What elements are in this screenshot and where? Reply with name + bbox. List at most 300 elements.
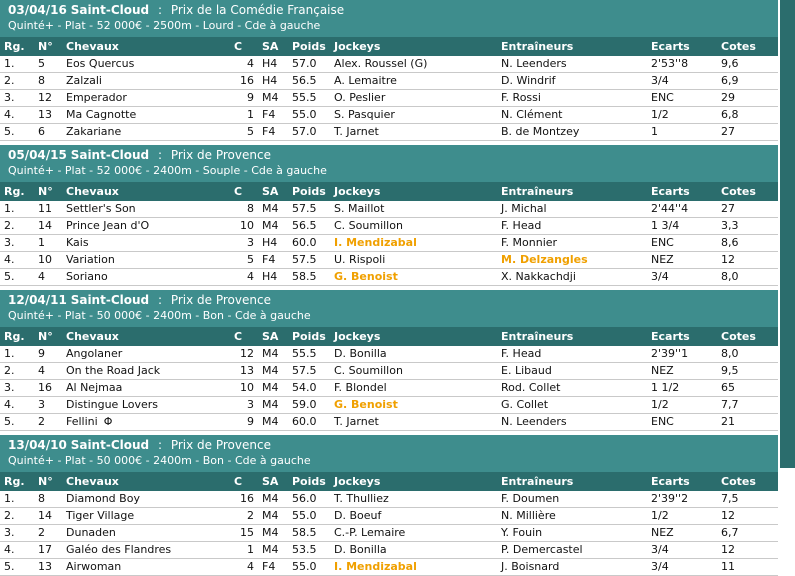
race-header xyxy=(0,145,778,182)
col-corde: C xyxy=(230,182,258,201)
cell-trainer: J. Michal xyxy=(497,201,647,218)
race-section xyxy=(0,290,778,431)
cell-horse xyxy=(62,252,230,269)
cell-jockey: G. Benoist xyxy=(330,397,497,414)
result-row xyxy=(0,218,778,235)
cell-number: 2 xyxy=(34,414,62,431)
col-horse: Chevaux xyxy=(62,37,230,56)
race-details: Quinté+ - Plat - 52 000€ - 2500m - Lourd - Cde à gauche xyxy=(8,19,321,32)
cell-number: 5 xyxy=(34,56,62,73)
cell-age-sex: M4 xyxy=(258,201,288,218)
cell-odds: 27 xyxy=(717,201,778,218)
col-corde: C xyxy=(230,37,258,56)
horse-name: Soriano xyxy=(66,270,108,283)
col-number: N° xyxy=(34,182,62,201)
cell-rank: 3. xyxy=(0,525,34,542)
cell-gap: 2'44''4 xyxy=(647,201,717,218)
horse-name: Eos Quercus xyxy=(66,57,135,70)
cell-number: 14 xyxy=(34,508,62,525)
results-table xyxy=(0,472,778,576)
result-row xyxy=(0,346,778,363)
race-details: Quinté+ - Plat - 50 000€ - 2400m - Bon - Cde à gauche xyxy=(8,454,311,467)
cell-age-sex: M4 xyxy=(258,491,288,508)
cell-corde: 5 xyxy=(230,124,258,141)
cell-corde: 13 xyxy=(230,363,258,380)
cell-odds: 7,5 xyxy=(717,491,778,508)
cell-horse xyxy=(62,363,230,380)
results-body xyxy=(0,491,778,576)
cell-odds: 8,0 xyxy=(717,346,778,363)
cell-age-sex: M4 xyxy=(258,397,288,414)
cell-gap: NEZ xyxy=(647,525,717,542)
cell-trainer: P. Demercastel xyxy=(497,542,647,559)
cell-weight: 57.0 xyxy=(288,124,330,141)
cell-corde: 5 xyxy=(230,252,258,269)
race-track: Saint-Cloud xyxy=(70,293,150,307)
horse-name: Distingue Lovers xyxy=(66,398,159,411)
cell-gap: ENC xyxy=(647,235,717,252)
col-weight: Poids xyxy=(288,327,330,346)
results-body xyxy=(0,346,778,431)
col-number: N° xyxy=(34,472,62,491)
col-trainer: Entraîneurs xyxy=(497,37,647,56)
horse-name: Dunaden xyxy=(66,526,116,539)
cell-trainer: F. Head xyxy=(497,346,647,363)
col-rank: Rg. xyxy=(0,37,34,56)
cell-rank: 2. xyxy=(0,218,34,235)
cell-trainer: F. Monnier xyxy=(497,235,647,252)
cell-age-sex: F4 xyxy=(258,107,288,124)
results-header-row xyxy=(0,327,778,346)
result-row xyxy=(0,73,778,90)
cell-odds: 3,3 xyxy=(717,218,778,235)
cell-number: 4 xyxy=(34,363,62,380)
cell-jockey: I. Mendizabal xyxy=(330,559,497,576)
cell-age-sex: M4 xyxy=(258,525,288,542)
cell-jockey: C. Soumillon xyxy=(330,363,497,380)
cell-corde: 1 xyxy=(230,107,258,124)
cell-jockey: T. Jarnet xyxy=(330,124,497,141)
cell-jockey: Alex. Roussel (G) xyxy=(330,56,497,73)
cell-odds: 65 xyxy=(717,380,778,397)
cell-corde: 4 xyxy=(230,269,258,286)
result-row xyxy=(0,559,778,576)
cell-gap: 1/2 xyxy=(647,508,717,525)
result-row xyxy=(0,491,778,508)
col-weight: Poids xyxy=(288,472,330,491)
cell-jockey: U. Rispoli xyxy=(330,252,497,269)
race-track: Saint-Cloud xyxy=(70,3,150,17)
cell-trainer: F. Doumen xyxy=(497,491,647,508)
result-row xyxy=(0,107,778,124)
race-title-line xyxy=(8,148,770,163)
cell-odds: 9,6 xyxy=(717,56,778,73)
cell-rank: 5. xyxy=(0,124,34,141)
result-row xyxy=(0,235,778,252)
result-row xyxy=(0,269,778,286)
cell-horse xyxy=(62,380,230,397)
results-table xyxy=(0,37,778,141)
cell-number: 17 xyxy=(34,542,62,559)
horse-name: Zalzali xyxy=(66,74,102,87)
cell-odds: 11 xyxy=(717,559,778,576)
cell-corde: 3 xyxy=(230,397,258,414)
race-section xyxy=(0,0,778,141)
cell-horse xyxy=(62,397,230,414)
cell-odds: 6,9 xyxy=(717,73,778,90)
cell-weight: 57.5 xyxy=(288,252,330,269)
col-horse: Chevaux xyxy=(62,182,230,201)
cell-horse xyxy=(62,346,230,363)
cell-rank: 4. xyxy=(0,107,34,124)
cell-weight: 57.5 xyxy=(288,363,330,380)
cell-jockey: T. Thulliez xyxy=(330,491,497,508)
cell-rank: 1. xyxy=(0,201,34,218)
race-section xyxy=(0,435,778,576)
cell-jockey: C. Soumillon xyxy=(330,218,497,235)
result-row xyxy=(0,414,778,431)
col-rank: Rg. xyxy=(0,472,34,491)
cell-number: 8 xyxy=(34,73,62,90)
cell-rank: 2. xyxy=(0,363,34,380)
cell-rank: 3. xyxy=(0,90,34,107)
results-table xyxy=(0,327,778,431)
race-date: 05/04/15 xyxy=(8,148,67,162)
cell-weight: 54.0 xyxy=(288,380,330,397)
cell-weight: 58.5 xyxy=(288,525,330,542)
cell-trainer: M. Delzangles xyxy=(497,252,647,269)
cell-number: 13 xyxy=(34,559,62,576)
cell-age-sex: H4 xyxy=(258,56,288,73)
cell-weight: 56.5 xyxy=(288,218,330,235)
horse-name: Angolaner xyxy=(66,347,123,360)
col-horse: Chevaux xyxy=(62,472,230,491)
cell-weight: 55.5 xyxy=(288,346,330,363)
cell-rank: 5. xyxy=(0,269,34,286)
results-header-row xyxy=(0,182,778,201)
result-row xyxy=(0,525,778,542)
col-odds: Cotes xyxy=(717,327,778,346)
horse-name: Fellini xyxy=(66,415,98,428)
cell-gap: 3/4 xyxy=(647,269,717,286)
col-trainer: Entraîneurs xyxy=(497,327,647,346)
col-odds: Cotes xyxy=(717,37,778,56)
cell-age-sex: H4 xyxy=(258,269,288,286)
cell-rank: 1. xyxy=(0,491,34,508)
col-corde: C xyxy=(230,472,258,491)
horse-name: Tiger Village xyxy=(66,509,135,522)
cell-rank: 3. xyxy=(0,380,34,397)
cell-corde: 2 xyxy=(230,508,258,525)
result-row xyxy=(0,363,778,380)
cell-jockey: F. Blondel xyxy=(330,380,497,397)
cell-corde: 10 xyxy=(230,380,258,397)
cell-age-sex: H4 xyxy=(258,73,288,90)
cell-number: 3 xyxy=(34,397,62,414)
cell-horse xyxy=(62,269,230,286)
cell-horse xyxy=(62,218,230,235)
race-track: Saint-Cloud xyxy=(70,148,150,162)
results-body xyxy=(0,56,778,141)
horse-name: Airwoman xyxy=(66,560,122,573)
col-odds: Cotes xyxy=(717,472,778,491)
cell-weight: 55.5 xyxy=(288,90,330,107)
race-separator: : xyxy=(157,3,162,17)
cell-odds: 7,7 xyxy=(717,397,778,414)
cell-horse xyxy=(62,107,230,124)
result-row xyxy=(0,252,778,269)
cell-weight: 55.0 xyxy=(288,508,330,525)
cell-gap: 2'39''1 xyxy=(647,346,717,363)
col-jockey: Jockeys xyxy=(330,37,497,56)
cell-odds: 6,8 xyxy=(717,107,778,124)
cell-number: 16 xyxy=(34,380,62,397)
cell-trainer: N. Clément xyxy=(497,107,647,124)
cell-gap: ENC xyxy=(647,414,717,431)
cell-age-sex: H4 xyxy=(258,235,288,252)
results-table xyxy=(0,182,778,286)
cell-age-sex: M4 xyxy=(258,363,288,380)
cell-jockey: S. Maillot xyxy=(330,201,497,218)
cell-gap: 1/2 xyxy=(647,397,717,414)
race-name: Prix de Provence xyxy=(170,438,271,452)
cell-jockey: D. Bonilla xyxy=(330,542,497,559)
horse-symbol: Φ xyxy=(103,415,113,428)
col-jockey: Jockeys xyxy=(330,472,497,491)
race-separator: : xyxy=(157,438,162,452)
col-odds: Cotes xyxy=(717,182,778,201)
cell-number: 11 xyxy=(34,201,62,218)
cell-jockey: A. Lemaitre xyxy=(330,73,497,90)
result-row xyxy=(0,56,778,73)
horse-name: Diamond Boy xyxy=(66,492,140,505)
col-corde: C xyxy=(230,327,258,346)
cell-gap: ENC xyxy=(647,90,717,107)
cell-corde: 15 xyxy=(230,525,258,542)
race-header xyxy=(0,290,778,327)
col-gap: Ecarts xyxy=(647,182,717,201)
cell-trainer: F. Head xyxy=(497,218,647,235)
race-header xyxy=(0,435,778,472)
cell-corde: 16 xyxy=(230,73,258,90)
cell-odds: 12 xyxy=(717,542,778,559)
cell-horse xyxy=(62,559,230,576)
cell-weight: 53.5 xyxy=(288,542,330,559)
col-trainer: Entraîneurs xyxy=(497,472,647,491)
col-jockey: Jockeys xyxy=(330,327,497,346)
cell-corde: 1 xyxy=(230,542,258,559)
cell-odds: 21 xyxy=(717,414,778,431)
race-separator: : xyxy=(157,148,162,162)
col-rank: Rg. xyxy=(0,327,34,346)
cell-corde: 4 xyxy=(230,56,258,73)
cell-corde: 4 xyxy=(230,559,258,576)
cell-trainer: G. Collet xyxy=(497,397,647,414)
cell-number: 6 xyxy=(34,124,62,141)
race-name: Prix de Provence xyxy=(170,148,271,162)
cell-number: 8 xyxy=(34,491,62,508)
cell-jockey: T. Jarnet xyxy=(330,414,497,431)
cell-corde: 16 xyxy=(230,491,258,508)
cell-horse xyxy=(62,90,230,107)
col-weight: Poids xyxy=(288,182,330,201)
col-trainer: Entraîneurs xyxy=(497,182,647,201)
col-gap: Ecarts xyxy=(647,472,717,491)
race-title-line xyxy=(8,3,770,18)
col-age-sex: SA xyxy=(258,182,288,201)
cell-gap: 3/4 xyxy=(647,73,717,90)
cell-jockey: I. Mendizabal xyxy=(330,235,497,252)
horse-name: Zakariane xyxy=(66,125,122,138)
cell-number: 14 xyxy=(34,218,62,235)
cell-horse xyxy=(62,235,230,252)
cell-age-sex: M4 xyxy=(258,508,288,525)
cell-horse xyxy=(62,525,230,542)
cell-age-sex: M4 xyxy=(258,90,288,107)
race-title-line xyxy=(8,293,770,308)
cell-trainer: N. Millière xyxy=(497,508,647,525)
cell-weight: 60.0 xyxy=(288,414,330,431)
cell-age-sex: M4 xyxy=(258,218,288,235)
cell-odds: 27 xyxy=(717,124,778,141)
cell-gap: 2'39''2 xyxy=(647,491,717,508)
cell-jockey: S. Pasquier xyxy=(330,107,497,124)
cell-corde: 9 xyxy=(230,414,258,431)
race-title-line xyxy=(8,438,770,453)
horse-name: Kais xyxy=(66,236,89,249)
cell-rank: 4. xyxy=(0,542,34,559)
cell-number: 2 xyxy=(34,525,62,542)
cell-trainer: Y. Fouin xyxy=(497,525,647,542)
cell-age-sex: F4 xyxy=(258,124,288,141)
cell-horse xyxy=(62,508,230,525)
col-age-sex: SA xyxy=(258,327,288,346)
cell-age-sex: M4 xyxy=(258,346,288,363)
cell-weight: 60.0 xyxy=(288,235,330,252)
cell-horse xyxy=(62,73,230,90)
cell-odds: 8,6 xyxy=(717,235,778,252)
cell-weight: 58.5 xyxy=(288,269,330,286)
race-details: Quinté+ - Plat - 50 000€ - 2400m - Bon - Cde à gauche xyxy=(8,309,311,322)
cell-rank: 1. xyxy=(0,346,34,363)
cell-trainer: Rod. Collet xyxy=(497,380,647,397)
race-date: 13/04/10 xyxy=(8,438,67,452)
cell-gap: NEZ xyxy=(647,363,717,380)
cell-corde: 8 xyxy=(230,201,258,218)
cell-horse xyxy=(62,201,230,218)
cell-number: 4 xyxy=(34,269,62,286)
cell-gap: 1/2 xyxy=(647,107,717,124)
horse-name: Ma Cagnotte xyxy=(66,108,137,121)
cell-number: 1 xyxy=(34,235,62,252)
cell-gap: 1 3/4 xyxy=(647,218,717,235)
cell-gap: 1 1/2 xyxy=(647,380,717,397)
cell-horse xyxy=(62,491,230,508)
cell-corde: 3 xyxy=(230,235,258,252)
cell-weight: 56.5 xyxy=(288,73,330,90)
cell-odds: 12 xyxy=(717,508,778,525)
cell-age-sex: M4 xyxy=(258,380,288,397)
cell-age-sex: M4 xyxy=(258,542,288,559)
col-gap: Ecarts xyxy=(647,327,717,346)
cell-jockey: C.-P. Lemaire xyxy=(330,525,497,542)
cell-gap: 3/4 xyxy=(647,559,717,576)
cell-trainer: E. Libaud xyxy=(497,363,647,380)
cell-jockey: O. Peslier xyxy=(330,90,497,107)
race-separator: : xyxy=(157,293,162,307)
cell-trainer: N. Leenders xyxy=(497,56,647,73)
cell-jockey: D. Boeuf xyxy=(330,508,497,525)
cell-rank: 2. xyxy=(0,508,34,525)
race-section xyxy=(0,145,778,286)
horse-name: Al Nejmaa xyxy=(66,381,123,394)
cell-weight: 57.0 xyxy=(288,56,330,73)
cell-rank: 4. xyxy=(0,252,34,269)
cell-gap: 1 xyxy=(647,124,717,141)
cell-weight: 55.0 xyxy=(288,107,330,124)
col-jockey: Jockeys xyxy=(330,182,497,201)
cell-odds: 29 xyxy=(717,90,778,107)
race-details: Quinté+ - Plat - 52 000€ - 2400m - Souple - Cde à gauche xyxy=(8,164,327,177)
cell-corde: 9 xyxy=(230,90,258,107)
result-row xyxy=(0,380,778,397)
col-gap: Ecarts xyxy=(647,37,717,56)
cell-rank: 2. xyxy=(0,73,34,90)
cell-jockey: G. Benoist xyxy=(330,269,497,286)
col-horse: Chevaux xyxy=(62,327,230,346)
cell-gap: 3/4 xyxy=(647,542,717,559)
cell-corde: 12 xyxy=(230,346,258,363)
cell-horse xyxy=(62,56,230,73)
cell-rank: 4. xyxy=(0,397,34,414)
cell-weight: 59.0 xyxy=(288,397,330,414)
cell-rank: 5. xyxy=(0,559,34,576)
results-header-row xyxy=(0,37,778,56)
cell-trainer: D. Windrif xyxy=(497,73,647,90)
result-row xyxy=(0,542,778,559)
cell-trainer: J. Boisnard xyxy=(497,559,647,576)
cell-age-sex: M4 xyxy=(258,414,288,431)
cell-age-sex: F4 xyxy=(258,559,288,576)
cell-number: 9 xyxy=(34,346,62,363)
cell-number: 10 xyxy=(34,252,62,269)
cell-jockey: D. Bonilla xyxy=(330,346,497,363)
cell-age-sex: F4 xyxy=(258,252,288,269)
cell-weight: 57.5 xyxy=(288,201,330,218)
col-age-sex: SA xyxy=(258,37,288,56)
cell-rank: 5. xyxy=(0,414,34,431)
race-track: Saint-Cloud xyxy=(70,438,150,452)
cell-trainer: B. de Montzey xyxy=(497,124,647,141)
cell-corde: 10 xyxy=(230,218,258,235)
horse-name: Settler's Son xyxy=(66,202,136,215)
col-number: N° xyxy=(34,37,62,56)
col-number: N° xyxy=(34,327,62,346)
result-row xyxy=(0,397,778,414)
horse-name: Prince Jean d'O xyxy=(66,219,150,232)
results-header-row xyxy=(0,472,778,491)
result-row xyxy=(0,201,778,218)
col-rank: Rg. xyxy=(0,182,34,201)
race-header xyxy=(0,0,778,37)
race-name: Prix de Provence xyxy=(170,293,271,307)
horse-name: Galéo des Flandres xyxy=(66,543,172,556)
right-strip xyxy=(780,0,795,468)
race-date: 12/04/11 xyxy=(8,293,67,307)
cell-odds: 8,0 xyxy=(717,269,778,286)
cell-number: 12 xyxy=(34,90,62,107)
cell-gap: 2'53''8 xyxy=(647,56,717,73)
